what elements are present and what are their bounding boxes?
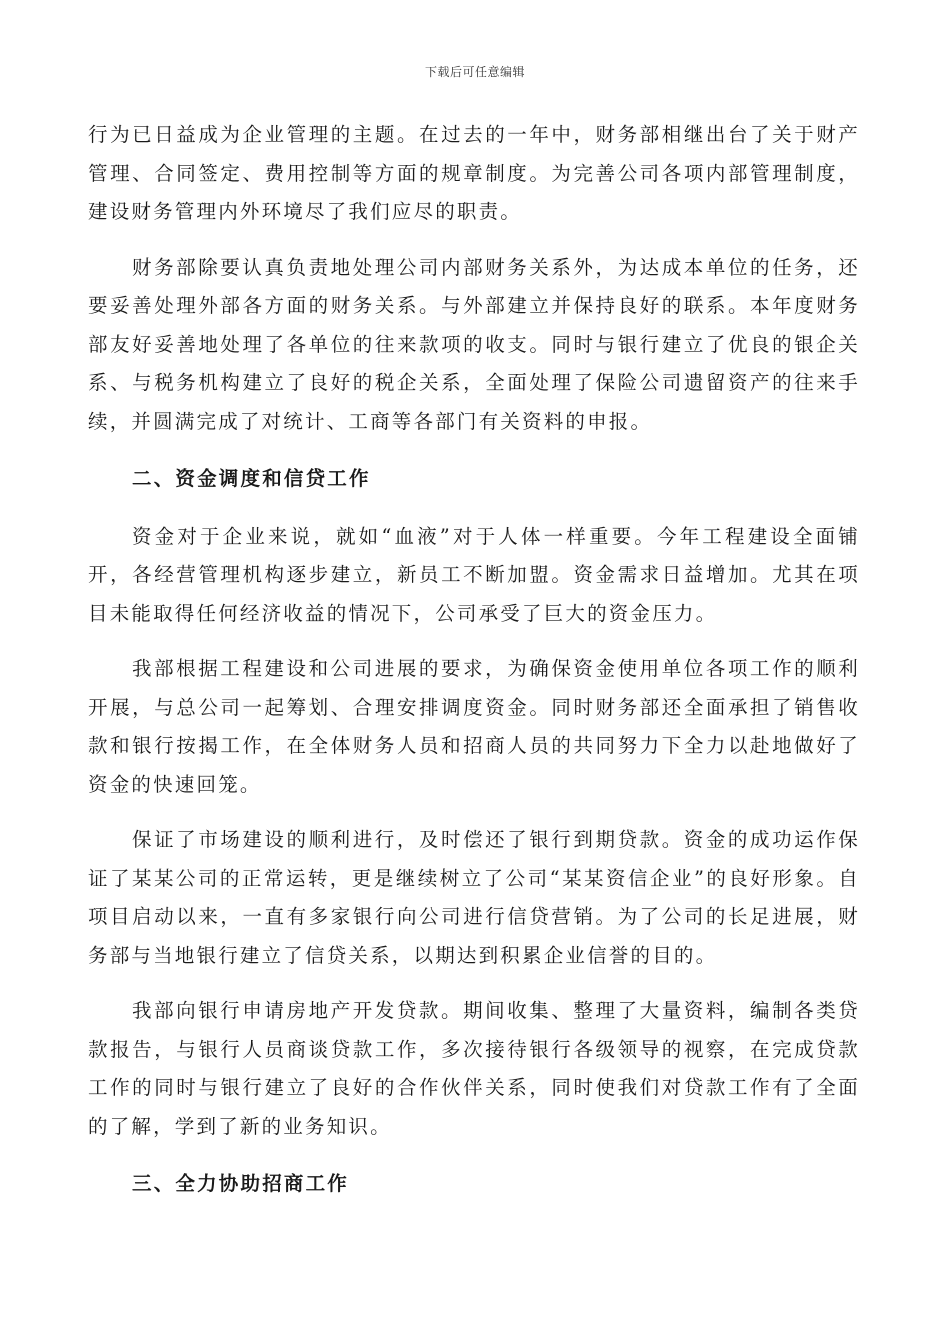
paragraph-4: 我部根据工程建设和公司进展的要求，为确保资金使用单位各项工作的顺利开展，与总公司一起筹划、合理安排调度资金。同时财务部还全面承担了销售收款和银行按揭工作，在全体财务人员和招商人员的共同努力下全力以赴地做好了资金的快速回笼。 <box>88 657 860 796</box>
paragraph-5: 保证了市场建设的顺利进行，及时偿还了银行到期贷款。资金的成功运作保证了某某公司的正常运转，更是继续树立了公司“某某资信企业”的良好形象。自项目启动以来，一直有多家银行向公司进行信贷营销。为了公司的长足进展，财务部与当地银行建立了信贷关系，以期达到积累企业信誉的目的。 <box>88 828 860 967</box>
document-body <box>88 116 860 1204</box>
paragraph-3: 资金对于企业来说，就如“血液”对于人体一样重要。今年工程建设全面铺开，各经营管理机构逐步建立，新员工不断加盟。资金需求日益增加。尤其在项目未能取得任何经济收益的情况下，公司承受了巨大的资金压力。 <box>88 524 860 625</box>
page-header: 下载后可任意编辑 <box>424 65 525 79</box>
paragraph-2: 财务部除要认真负责地处理公司内部财务关系外，为达成本单位的任务，还要妥善处理外部各方面的财务关系。与外部建立并保持良好的联系。本年度财务部友好妥善地处理了各单位的往来款项的收支。同时与银行建立了优良的银企关系、与税务机构建立了良好的税企关系，全面处理了保险公司遗留资产的往来手续，并圆满完成了对统计、工商等各部门有关资料的申报。 <box>88 255 860 433</box>
section-heading-2: 二、资金调度和信贷工作 <box>132 467 371 490</box>
section-heading-3: 三、全力协助招商工作 <box>132 1172 350 1195</box>
paragraph-6: 我部向银行申请房地产开发贷款。期间收集、整理了大量资料，编制各类贷款报告，与银行人员商谈贷款工作，多次接待银行各级领导的视察，在完成贷款工作的同时与银行建立了良好的合作伙伴关系，同时使我们对贷款工作有了全面的了解，学到了新的业务知识。 <box>88 999 860 1138</box>
paragraph-1: 行为已日益成为企业管理的主题。在过去的一年中，财务部相继出台了关于财产管理、合同签定、费用控制等方面的规章制度。为完善公司各项内部管理制度，建设财务管理内外环境尽了我们应尽的职责。 <box>88 123 860 223</box>
